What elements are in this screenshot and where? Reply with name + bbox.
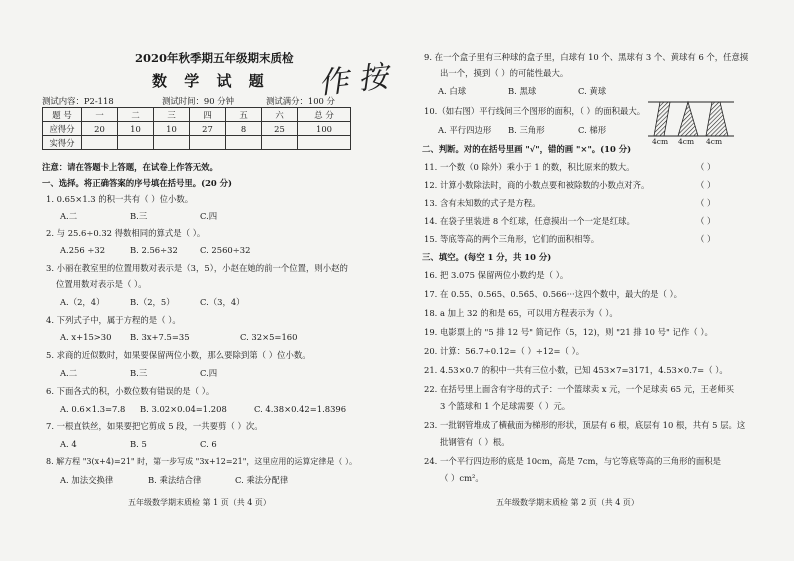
trapezoid-shape	[706, 102, 728, 136]
section-1-heading: 一、选择。将正确答案的序号填在括号里。(20 分)	[42, 178, 232, 188]
table-cell: 100	[298, 122, 351, 136]
table-cell: 25	[262, 122, 298, 136]
option-a: A. 加法交换律	[60, 475, 114, 485]
option-c: C.四	[200, 368, 218, 378]
exam-subject: 数 学 试 题	[152, 72, 270, 90]
question-1: 1. 0.65×1.3 的积一共有（ ）位小数。	[46, 194, 194, 204]
judge-question-12: 12. 计算小数除法时，商的小数点要和被除数的小数点对齐。	[424, 180, 650, 190]
score-table-expected-row	[43, 122, 351, 136]
option-a: A. 白球	[438, 86, 467, 96]
question-10: 10.（如右图）平行线间三个图形的面积，（ ）的面积最大。	[424, 106, 646, 116]
option-a: A. 平行四边形	[438, 125, 492, 135]
table-cell: 总 分	[298, 108, 351, 122]
score-table-header-row	[43, 108, 351, 122]
option-b: B. 三角形	[508, 125, 545, 135]
fill-question-22-cont: 3 个篮球和 1 个足球需要（ ）元。	[440, 401, 571, 411]
option-b: B. 3x+7.5=35	[130, 332, 190, 342]
option-b: B.三	[130, 211, 148, 221]
option-c: C.（3，4）	[200, 297, 245, 307]
option-a: A. x+15>30	[60, 332, 112, 342]
option-a: A.（2，4）	[60, 297, 105, 307]
parallelogram-shape	[654, 102, 670, 136]
table-cell[interactable]	[262, 136, 298, 150]
fill-question-17: 17. 在 0.55、0.565、0.56̇5̇、0.566···这四个数中，最大的是（ ）。	[424, 289, 683, 299]
option-c: C. 2560÷32	[200, 245, 251, 255]
option-b: B. 黑球	[508, 86, 537, 96]
section-2-heading: 二、判断。对的在括号里画 "√"，错的画 "×"。(10 分)	[422, 144, 632, 154]
table-cell[interactable]	[154, 136, 190, 150]
table-cell[interactable]	[82, 136, 118, 150]
figure-label: 4cm	[706, 137, 723, 146]
judge-question-13: 13. 含有未知数的式子是方程。	[424, 198, 541, 208]
option-c: C. 黄球	[578, 86, 607, 96]
question-5: 5. 求商的近似数时，如果要保留两位小数，那么要除到第（ ）位小数。	[46, 350, 311, 360]
exam-title: 2020年秋季期五年级期末质检	[135, 51, 294, 65]
option-c: C. 6	[200, 439, 217, 449]
option-a: A.二	[60, 211, 78, 221]
judge-question-15: 15. 等底等高的两个三角形，它们的面积相等。	[424, 234, 600, 244]
answer-paren[interactable]: （ ）	[696, 198, 716, 208]
question-6: 6. 下面各式的积，小数位数有错误的是（ ）。	[46, 386, 215, 396]
fill-question-24-cont: （ ）cm²。	[440, 473, 484, 483]
question-9: 9. 在一个盒子里有三种球的盒子里，白球有 10 个、黑球有 3 个、黄球有 6 个，任意摸	[424, 52, 749, 62]
question-3-cont: 位置用数对表示是（ ）。	[56, 279, 147, 289]
test-time-info: 测试时间：90 分钟	[162, 96, 234, 106]
table-cell: 五	[226, 108, 262, 122]
table-cell: 应得分	[43, 122, 82, 136]
question-9-cont: 出一个，摸到（ ）的可能性最大。	[440, 68, 569, 78]
test-content-info: 测试内容：P2-118	[42, 96, 114, 106]
option-c: C. 梯形	[578, 125, 607, 135]
table-cell[interactable]	[226, 136, 262, 150]
option-c: C. 4.38×0.42=1.8396	[254, 404, 347, 414]
table-cell: 一	[82, 108, 118, 122]
judge-question-11: 11. 一个数（0 除外）乘小于 1 的数，积比原来的数大。	[424, 162, 635, 172]
question-7: 7. 一根直铁丝，如果要把它剪成 5 段，一共要剪（ ）次。	[46, 421, 263, 431]
option-c: C. 乘法分配律	[235, 475, 289, 485]
option-a: A. 4	[60, 439, 77, 449]
option-b: B.三	[130, 368, 148, 378]
option-b: B.（2，5）	[130, 297, 175, 307]
score-table-actual-row	[43, 136, 351, 150]
table-cell: 20	[82, 122, 118, 136]
table-cell: 四	[190, 108, 226, 122]
table-cell: 10	[154, 122, 190, 136]
fill-question-22: 22. 在括号里上面含有字母的式子：一个篮球卖 x 元，一个足球卖 65 元，王老师买	[424, 384, 735, 394]
answer-paren[interactable]: （ ）	[696, 216, 716, 226]
question-2: 2. 与 25.6÷0.32 得数相同的算式是（ ）。	[46, 228, 206, 238]
table-cell: 8	[226, 122, 262, 136]
table-cell[interactable]	[190, 136, 226, 150]
option-b: B. 3.02×0.04=1.208	[140, 404, 227, 414]
judge-question-14: 14. 在袋子里装进 8 个红球，任意摸出一个一定是红球。	[424, 216, 635, 226]
option-a: A. 0.6×1.3=7.8	[60, 404, 126, 414]
section-3-heading: 三、填空。(每空 1 分，共 10 分)	[422, 252, 552, 262]
fill-question-21: 21. 4.53×0.7 的积中一共有三位小数，已知 453×7=3171，4.53×0.7=（ ）。	[424, 365, 728, 375]
fill-question-16: 16. 把 3.075 保留两位小数约是（ ）。	[424, 270, 569, 280]
test-score-info: 测试满分：100 分	[266, 96, 335, 106]
table-cell: 10	[118, 122, 154, 136]
fill-question-23-cont: 批钢管有（ ）根。	[440, 437, 510, 447]
notice: 注意：请在答题卡上答题，在试卷上作答无效。	[42, 162, 218, 172]
table-cell: 三	[154, 108, 190, 122]
option-c: C. 32×5=160	[240, 332, 298, 342]
option-a: A.二	[60, 368, 78, 378]
score-table	[42, 107, 351, 150]
question-8: 8. 解方程 "3(x+4)=21" 时，第一步写成 "3x+12=21"，这里应用的运算定律是（ ）。	[46, 457, 357, 466]
table-cell[interactable]	[118, 136, 154, 150]
table-cell: 27	[190, 122, 226, 136]
question-4: 4. 下列式子中，属于方程的是（ ）。	[46, 315, 181, 325]
option-a: A.256 ÷32	[60, 245, 106, 255]
table-cell: 二	[118, 108, 154, 122]
answer-paren[interactable]: （ ）	[696, 180, 716, 190]
triangle-shape	[678, 102, 698, 136]
fill-question-23: 23. 一批钢管堆成了横截面为梯形的形状，顶层有 6 根，底层有 10 根，共有 5 层。这	[424, 420, 746, 430]
fill-question-19: 19. 电影票上的 "5 排 12 号" 简记作（5，12)，则 "21 排 10 号" 记作（ ）。	[424, 327, 713, 337]
fill-question-24: 24. 一个平行四边形的底是 10cm，高是 7cm，与它等底等高的三角形的面积是	[424, 456, 722, 466]
answer-paren[interactable]: （ ）	[696, 162, 716, 172]
table-cell: 六	[262, 108, 298, 122]
option-c: C.四	[200, 211, 218, 221]
page-2	[400, 0, 794, 561]
table-cell: 实得分	[43, 136, 82, 150]
question-3: 3. 小丽在教室里的位置用数对表示是（3，5），小赵在她的前一个位置，则小赵的	[46, 263, 348, 273]
answer-paren[interactable]: （ ）	[696, 234, 716, 244]
table-cell[interactable]	[298, 136, 351, 150]
page-footer: 五年级数学期末质检 第 2 页（共 4 页）	[496, 498, 639, 507]
figure-label: 4cm	[652, 137, 669, 146]
fill-question-20: 20. 计算：56.7÷0.12=（ ）÷12=（ ）。	[424, 346, 585, 356]
table-cell: 题 号	[43, 108, 82, 122]
page-footer: 五年级数学期末质检 第 1 页（共 4 页）	[128, 498, 271, 507]
figure-label: 4cm	[678, 137, 695, 146]
option-b: B. 2.56÷32	[130, 245, 178, 255]
handwritten-signature: 作 按	[316, 59, 390, 102]
page-1	[0, 0, 395, 561]
option-b: B. 乘法结合律	[148, 475, 202, 485]
fill-question-18: 18. a 加上 32 的和是 65，可以用方程表示为（ ）。	[424, 308, 618, 318]
option-b: B. 5	[130, 439, 147, 449]
